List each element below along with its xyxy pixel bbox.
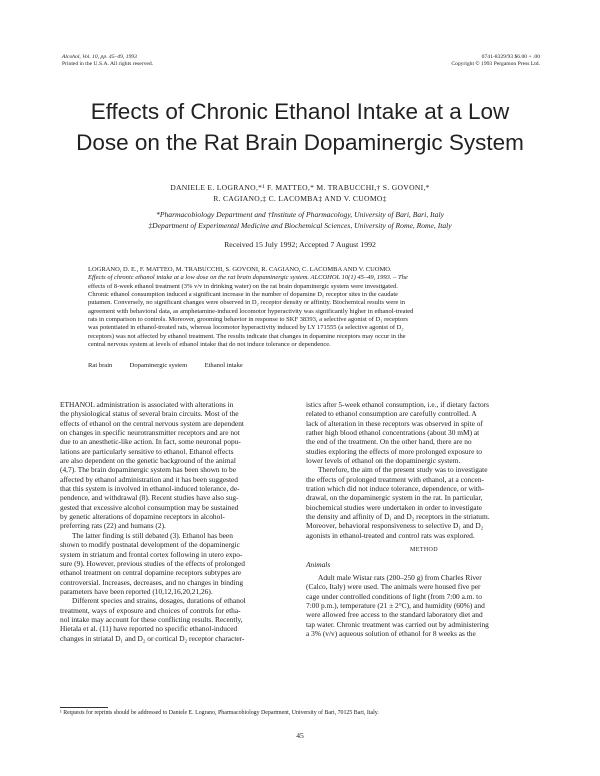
body-line: ETHANOL administration is associated with alterations in xyxy=(60,400,234,409)
affiliations xyxy=(0,210,600,231)
copyright-line2: Copyright © 1993 Pergamon Press Ltd. xyxy=(451,61,540,67)
body-line: treatment, ways of exposure and choices of controls for etha- xyxy=(60,605,241,615)
body-line: Moreover, behavioral responsiveness to selective D₁ and D₂ xyxy=(306,521,484,531)
copyright-notice xyxy=(380,54,540,68)
body-line: Adult male Wistar rats (200–250 g) from Charles River xyxy=(318,572,482,582)
abstract-line: putamen. Conversely, no significant changes were observed in D₂ receptor density or affinity. Biochemical results were in xyxy=(88,299,405,307)
body-line: sure (9). However, previous studies of the effects of prolonged xyxy=(60,558,245,568)
article-title xyxy=(0,96,600,158)
footnote: ¹ Requests for reprints should be addressed to Daniele E. Lograno, Pharmacobiology Department, University of Bari, 70125 Bari, Italy. xyxy=(60,710,379,716)
abstract-line: agreement with behavioral data, as amphetamine-induced locomotor hyperactivity was significantly higher in ethanol-treated xyxy=(88,307,414,315)
body-line: nol intake may account for these conflicting results. Recently, xyxy=(60,614,243,624)
body-line: Hietala et al. (11) have reported no specific ethanol-induced xyxy=(60,624,238,634)
abstract-line: LOGRANO, D. E., F. MATTEO, M. TRABUCCHI, S. GOVONI, R. CAGIANO, C. LACOMBA AND V. CUOMO. xyxy=(88,266,392,273)
body-line: drawal, on the dopaminergic system in the rat. In particular, xyxy=(306,493,483,503)
keyword: Ethanol intake xyxy=(204,362,243,369)
body-line: changes in striatal D₁ and D₂ or cortical D₂ receptor character- xyxy=(60,633,245,643)
affiliation-1: *Pharmacobiology Department and †Institute of Pharmacology, University of Bari, Bari, Italy xyxy=(156,210,444,219)
journal-citation-line1: Alcohol, Vol. 10, pp. 45–49, 1993 xyxy=(62,54,137,60)
body-line: the end of the treatment. On the other hand, there are no xyxy=(306,437,472,447)
keyword: Rat brain xyxy=(88,362,113,369)
body-line: gested that excessive alcohol consumption may be sustained xyxy=(60,502,239,512)
body-line: (4,7). The brain dopaminergic system has been shown to be xyxy=(60,465,237,475)
body-line: tap water. Chronic treatment was carried out by administering xyxy=(306,619,489,629)
body-line: that this system is involved in ethanol-induced tolerance, de- xyxy=(60,484,240,494)
abstract-line: receptors) was not affected by ethanol treatment. The results indicate that changes in dopamine receptors may occur in the xyxy=(88,332,406,340)
title-line1: Effects of Chronic Ethanol Intake at a Low xyxy=(90,99,510,124)
body-line: by genetic alterations of dopamine receptors in alcohol- xyxy=(60,512,225,522)
body-line: on changes in specific neurotransmitter receptors and are not xyxy=(60,428,240,438)
body-line: parameters have been reported (10,12,16,20,21,26). xyxy=(60,586,213,596)
body-line: istics after 5-week ethanol consumption, i.e., if dietary factors xyxy=(306,400,490,409)
body-line: rather high blood ethanol concentrations (about 30 mM) at xyxy=(306,428,480,438)
body-line: lack of alteration in these receptors was observed in spite of xyxy=(306,418,483,428)
method-heading: METHOD xyxy=(409,547,439,554)
body-line: biochemical studies were undertaken in order to investigate xyxy=(306,502,482,512)
body-line: Different species and strains, dosages, durations of ethanol xyxy=(72,596,246,606)
body-line: controversial. Increases, decreases, and no changes in binding xyxy=(60,577,244,587)
footnote-rule xyxy=(60,707,108,708)
body-line: preferring rats (22) and humans (2). xyxy=(60,521,166,531)
body-line: pendence, and withdrawal (8). Recent studies have also sug- xyxy=(60,493,239,503)
title-line2: Dose on the Rat Brain Dopaminergic System xyxy=(76,130,524,155)
journal-citation-line2: Printed in the U.S.A. All rights reserved. xyxy=(62,61,154,67)
abstract-line: effects of 8-week ethanol treatment (3% v/v in drinking water) on the rat brain dopaminergic system were investigated. xyxy=(88,282,398,290)
body-line: effects of ethanol on the central nervous system are dependent xyxy=(60,418,244,428)
left-column xyxy=(60,400,296,643)
body-line: The latter finding is still debated (3). Ethanol has been xyxy=(72,530,233,540)
journal-citation xyxy=(62,54,262,68)
body-line: agonists in ethanol-treated and control rats was explored. xyxy=(306,530,475,540)
affiliation-2: ‡Department of Experimental Medicine and Biochemical Sciences, University of Rome, Rome, Italy xyxy=(148,220,452,230)
authors-line2: R. CAGIANO,‡ C. LACOMBA‡ AND V. CUOMO‡ xyxy=(213,193,387,203)
body-line: ethanol treatment on central dopamine receptors subtypes are xyxy=(60,568,242,578)
abstract xyxy=(88,266,518,349)
abstract-line: central nervous system at levels of ethanol intake that do not induce tolerance or dependence. xyxy=(88,341,331,349)
body-line: are also dependent on the genetic background of the animal xyxy=(60,456,236,466)
page-number: 45 xyxy=(296,731,304,740)
body-line: due to an anesthetic-like action. In fact, some neuronal popu- xyxy=(60,437,241,447)
body-line: shown to modify postnatal development of the dopaminergic xyxy=(60,540,240,550)
animals-heading: Animals xyxy=(306,559,331,569)
body-line: tration which did not induce tolerance, dependence, or with- xyxy=(306,484,485,494)
body-line: cage under controlled conditions of light (from 7:00 a.m. to xyxy=(306,591,482,601)
abstract-line: was potentiated in ethanol-treated rats, whereas locomotor hyperactivity induced by LY 171555 (a selective agonist of D₂ xyxy=(88,324,404,332)
body-line: (Calco, Italy) were used. The animals were housed five per xyxy=(306,582,481,592)
body-line: studies exploring the effects of more prolonged exposure to xyxy=(306,446,482,456)
copyright-line1: 0741-8329/93 $6.00 + .00 xyxy=(481,54,540,60)
body-line: lower levels of ethanol on the dopaminergic system. xyxy=(306,456,461,466)
received-date: Received 15 July 1992; Accepted 7 August 1992 xyxy=(224,240,376,249)
abstract-line: Effects of chronic ethanol intake at a low dose on the rat brain dopaminergic system. ALCOHOL 10(1) 45–49, 1993. – The xyxy=(88,274,408,282)
authors xyxy=(0,183,600,204)
abstract-line: rats in comparison to controls. Moreover, grooming behavior in response to SKF 38393, a selective agonist of D₁ receptors xyxy=(88,316,408,324)
body-line: affected by ethanol administration and it has been suggested xyxy=(60,474,239,484)
keywords xyxy=(88,362,243,370)
body-line: Therefore, the aim of the present study was to investigate xyxy=(318,465,488,475)
body-line: the effects of prolonged treatment with ethanol, at a concen- xyxy=(306,474,484,484)
authors-line1: DANIELE E. LOGRANO,*¹ F. MATTEO,* M. TRABUCCHI,† S. GOVONI,* xyxy=(170,183,430,192)
body-line: the density and affinity of D₁ and D₂ receptors in the striatum. xyxy=(306,512,490,522)
body-line: 7:00 p.m.), temperature (21 ± 2°C), and humidity (60%) and xyxy=(306,600,485,610)
abstract-line: Chronic ethanol consumption induced a significant increase in the number of dopamine D₁ receptor sites in the caudate xyxy=(88,291,399,299)
keyword: Dopaminergic system xyxy=(129,362,188,369)
body-line: system in striatum and frontal cortex following in utero expo- xyxy=(60,549,243,559)
body-line: related to ethanol consumption are carefully controlled. A xyxy=(306,409,477,419)
body-line: a 3% (v/v) aqueous solution of ethanol for 8 weeks as the xyxy=(306,628,476,638)
right-column xyxy=(306,400,542,638)
body-line: the physiological status of several brain circuits. Most of the xyxy=(60,409,239,419)
body-line: lations are particularly sensitive to ethanol. Ethanol effects xyxy=(60,446,234,456)
body-line: were allowed free access to the standard laboratory diet and xyxy=(306,610,483,620)
